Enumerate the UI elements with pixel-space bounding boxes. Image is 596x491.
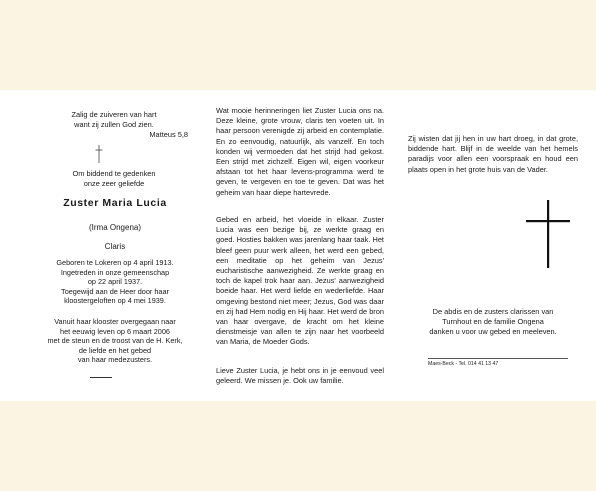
- biography: Geboren te Lokeren op 4 april 1913. Ingetreden in onze gemeenschap op 22 april 1937. Toegewijd aan de Heer door haar kloostergeloften op 4 mei 1939.: [56, 258, 174, 306]
- large-cross-icon: [526, 200, 570, 268]
- remembrance-paragraph-3: Lieve Zuster Lucia, je hebt ons in je eenvoud veel geleerd. We missen je. Ook uw familie.: [216, 366, 384, 386]
- motto-quote: Zalig de zuiveren van hart want zij zullen God zien.: [71, 110, 157, 130]
- motto-reference: Matteus 5,8: [149, 130, 188, 139]
- printer-credit: Maes-Beck - Tel. 014 41 13 47: [428, 361, 499, 367]
- intro-text: Om biddend te gedenken onze zeer geliefde: [72, 169, 156, 189]
- remembrance-paragraph-2: Gebed en arbeid, het vloeide in elkaar. Zuster Lucia was een bezige bij, ze werkte graag en goed. Hosties bakken was jarenlang haar taak. Het bleef geen puur werk alleen, het werd een gebed, een meditatie op het geheim van Jezus' eucharistische aanwezigheid. Ze werkte graag en toch de kapel trok haar aan. Jezus' aanwezigheid boeide haar. Het werd liefde en wederliefde. Haar omgeving bestond niet meer; Jezus, God was daar en zij had Hem nodig en Hij haar. Het werd de bron van haar overgave, de kracht om het kleine dienstmeisje van allen te zijn naar het voorbeeld van Maria, de Moeder Gods.: [216, 215, 384, 347]
- closing-thanks: De abdis en de zusters clarissen van Turnhout en de familie Ongena danken u voor uw gebed en meeleven.: [429, 307, 557, 337]
- printer-divider: [428, 358, 568, 359]
- prayer-paragraph: Zij wisten dat jij hen in uw hart droeg, in dat grote, biddende hart. Blijf in de weelde van het hemels paradijs voor allen een voorspraak en houd een plaats open in het grote huis van de Vader.: [408, 134, 578, 174]
- remembrance-paragraph-1: Wat mooie herinneringen liet Zuster Lucia ons na. Deze kleine, grote vrouw, claris ten voeten uit. In haar persoon verenigde zij arbeid en contemplatie. En zo eenvoudig, natuurlijk, als vanzelf. En toch konden wij vermoeden dat het strijd had gekost. Een strijd met zichzelf. Eigen wil, eigen voorkeur afstaan tot het haar levens-programma werd te geven, te vergeven en toe te geven. Dat was het geheim van haar diepe hartevrede.: [216, 106, 384, 197]
- birth-name: (Irma Ongena): [88, 223, 142, 232]
- memorial-card: [0, 90, 596, 401]
- divider-line: [90, 377, 112, 378]
- deceased-name: Zuster Maria Lucia: [63, 197, 167, 209]
- small-cross-icon: [94, 145, 104, 163]
- death-notice: Vanuit haar klooster overgegaan naar het eeuwig leven op 6 maart 2006 met de steun en de troost van de H. Kerk, de liefde en het gebed van haar medezusters.: [47, 317, 183, 365]
- convent-name: Claris: [104, 242, 126, 251]
